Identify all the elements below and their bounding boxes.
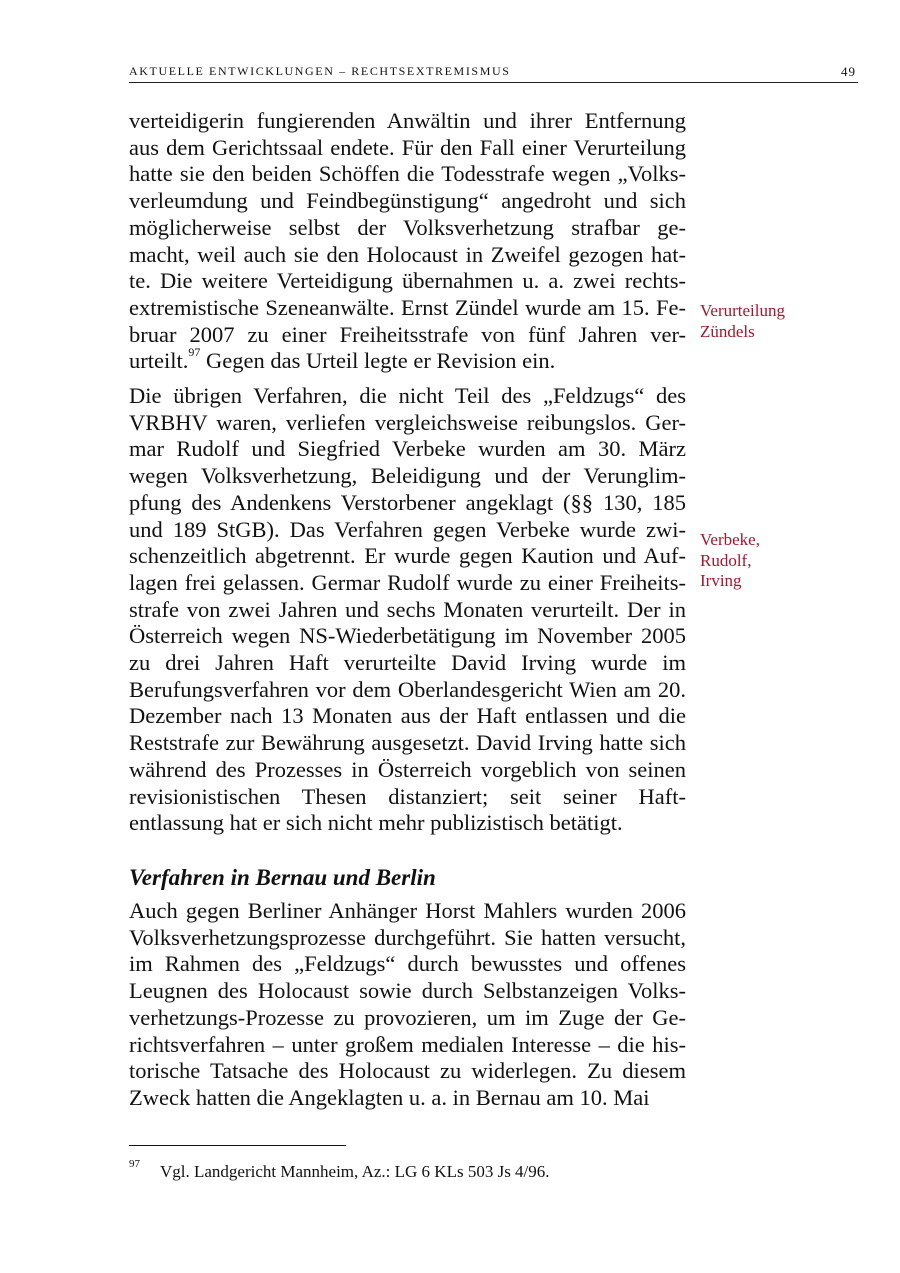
margin-note-2-line-1: Verbeke, (700, 530, 760, 549)
paragraph-2: Die übrigen Verfahren, die nicht Teil des „Feldzugs“ des VRBHV waren, verliefen vergleichsweise reibungslos. Ger-mar Rudolf und Siegfried Verbeke wurden am 30. März wegen Volksverhetzung, Beleidigung und der Verunglim-pfung des Andenkens Verstorbener angeklagt (§§ 130, 185 und 189 StGB). Das Verfahren gegen Verbeke wurde zwi-schenzeitlich abgetrennt. Er wurde gegen Kaution und Auf-lagen frei gelassen. Germar Rudolf wurde zu einer Freiheits-strafe von zwei Jahren und sechs Monaten verurteilt. Der in Österreich wegen NS-Wiederbetätigung im November 2005 zu drei Jahren Haft verurteilte David Irving wurde im Berufungsverfahren vor dem Oberlandesgericht Wien am 20. Dezember nach 13 Monaten aus der Haft entlassen und die Reststrafe zur Bewährung ausgesetzt. David Irving hatte sich während des Prozesses in Österreich vorgeblich von seinen revisionistischen Thesen distanziert; seit seiner Haft-entlassung hat er sich nicht mehr publizistisch betätigt. (129, 383, 686, 836)
margin-note-1-line-1: Verurteilung (700, 301, 785, 320)
paragraph-1-text: verteidigerin fungierenden Anwältin und ihrer Entfernung aus dem Gerichtssaal endete. Für den Fall einer Verurteilung hatte sie den beiden Schöffen die Todesstrafe wegen „Volks-verleumdung und Feindbegünstigung“ angedroht und sich möglicherweise selbst der Volksverhetzung strafbar ge-macht, weil auch sie den Holocaust in Zweifel gezogen hat-te. Die weitere Verteidigung übernahmen u. a. zwei rechts-extremistische Szeneanwälte. Ernst Zündel wurde am 15. Fe-bruar 2007 zu einer Freiheitsstrafe von fünf Jahren ver-urteilt. (129, 108, 686, 374)
running-head: AKTUELLE ENTWICKLUNGEN – RECHTSEXTREMISMUS (129, 64, 511, 78)
margin-note-2-line-2: Rudolf, (700, 550, 752, 570)
footnote-separator (129, 1145, 346, 1146)
margin-note-verbeke-rudolf-irving (700, 530, 760, 592)
page-number: 49 (841, 64, 856, 79)
section-subheading: Verfahren in Bernau und Berlin (129, 864, 436, 890)
main-text (129, 108, 686, 1112)
footnote-number: 97 (129, 1158, 140, 1170)
footnote-text: Vgl. Landgericht Mannheim, Az.: LG 6 KLs 503 Js 4/96. (160, 1162, 550, 1181)
paragraph-1 (129, 108, 686, 375)
footnote-ref-97: 97 (188, 345, 201, 360)
margin-note-verurteilung (700, 301, 785, 342)
paragraph-1-tail: Gegen das Urteil legte er Revision ein. (200, 348, 556, 374)
page-header (129, 62, 858, 83)
margin-note-2-line-3: Irving (700, 571, 742, 590)
margin-note-1-line-2: Zündels (700, 321, 755, 341)
paragraph-3: Auch gegen Berliner Anhänger Horst Mahlers wurden 2006 Volksverhetzungsprozesse durchgeführt. Sie hatten versucht, im Rahmen des „Feldzugs“ durch bewusstes und offenes Leugnen des Holocaust sowie durch Selbstanzeigen Volks-verhetzungs-Prozesse zu provozieren, um im Zuge der Ge-richtsverfahren – unter großem medialen Interesse – die his-torische Tatsache des Holocaust zu widerlegen. Zu diesem Zweck hatten die Angeklagten u. a. in Bernau am 10. Mai (129, 897, 686, 1110)
